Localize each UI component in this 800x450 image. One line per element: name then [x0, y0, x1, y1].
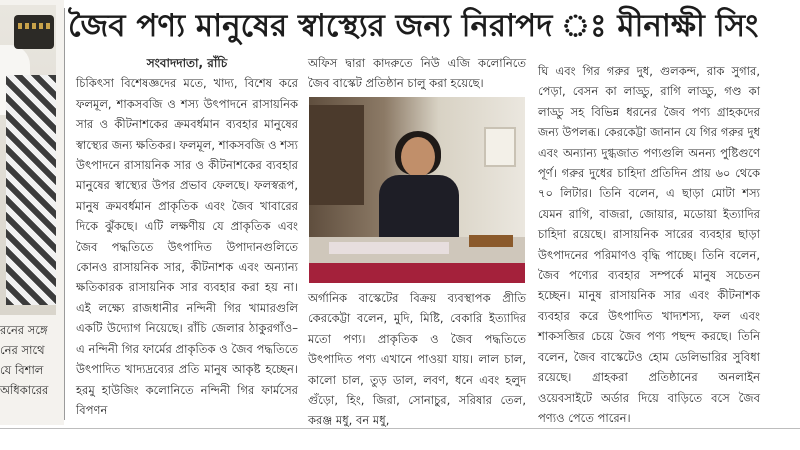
adjacent-line: রনের সঙ্গে	[0, 323, 48, 337]
column-3-text: ঘি এবং গির গরুর দুধ, গুলকন্দ, রাক সুগার, পেড়া, বেসন কা লাড্ডু, রাগি লাড্ডু, গণ্ড কা লাড্ডু সহ বিভিন্ন ধরনের জৈব পণ্য গ্রাহকদের জন্য উপলব্ধ। কেরকেট্টা জানান যে গির গরুর দুধ এবং অন্যান্য দুগ্ধজাত পণ্যগুলি অনন্য পুষ্টিগুণে পূর্ণ। গরুর দুধের চাহিদা প্রতিদিন প্রায় ৬০ থেকে ৭০ লিটার। তিনি বলেন, এ ছাড়া মোটা শস্য যেমন রাগি, বাজরা, জোয়ার, মডোয়া ইত্যাদির চাহিদা রয়েছে। রাসায়নিক সারের ব্যবহার ছাড়া উৎপাদনের পরিমাণও বৃদ্ধি পাচ্ছে। তিনি বলেন, জৈব পণ্যের ব্যবহার সম্পর্কে মানুষ সচেতন হচ্ছেন। মানুষ রাসায়নিক সার এবং কীটনাশক ব্যবহার করে উৎপাদিত খাদ্যশস্য, ফল এবং শাকসব্জির চেয়ে জৈব পণ্য পছন্দ করছে। তিনি বলেন, জৈব বাস্কেটেও হোম ডেলিভারির সুবিধা রয়েছে। গ্রাহকরা প্রতিষ্ঠানের অনলাইন ওয়েবসাইটে অর্ডার দিয়ে বাড়িতে বসে জৈব পণ্যও পেতে পারেন।	[538, 64, 760, 425]
adjacent-line: যে বিশাল	[0, 363, 44, 377]
photo-person-head	[401, 137, 435, 177]
column-2-top-text: অফিস দ্বারা কাদরুতে নিউ এজি কলোনিতে জৈব বাস্কেট প্রতিষ্ঠান চালু করা হয়েছে।	[308, 56, 526, 91]
photo-cloth-shape	[6, 75, 56, 305]
photo-wall-frame	[484, 127, 516, 167]
article-column-3	[538, 61, 760, 425]
photo-hat-shape	[14, 15, 54, 49]
page-bottom-rule	[0, 428, 800, 429]
adjacent-article-photo	[0, 5, 56, 315]
article-column-2-bottom	[308, 288, 526, 428]
photo-desk-edge	[309, 263, 525, 283]
adjacent-article-clip	[0, 0, 64, 425]
column-1-text: চিকিৎসা বিশেষজ্ঞদের মতে, খাদ্য, বিশেষ করে ফলমূল, শাকসবজি ও শস্য উৎপাদনে রাসায়নিক সার ও কীটনাশকের ক্রমবর্ধমান ব্যবহার মানুষের স্বাস্থ্যের জন্য ক্ষতিকর। ফলমূল, শাকসবজি ও শস্য উৎপাদনে রাসায়নিক সার ও কীটনাশকের ব্যবহার মানুষের স্বাস্থ্যের উপর প্রভাব ফেলছে। ফলস্বরূপ, মানুষ ক্রমবর্ধমান প্রাকৃতিক এবং জৈব খাবারের দিকে ঝুঁকছে। এটি লক্ষণীয় যে প্রাকৃতিক এবং জৈব পদ্ধতিতে উৎপাদিত উপাদানগুলিতে কোনও রাসায়নিক সার, কীটনাশক এবং অন্যান্য ক্ষতিকারক রাসায়নিক সার ব্যবহার করা হয় না। এই লক্ষ্যে রাজধানীর নন্দিনী গির খামারগুলি একটি উদ্যোগ নিয়েছে। রাঁচি জেলার ঠাকুরগাঁও–এ নন্দিনী গির ফার্মের প্রাকৃতিক ও জৈব পদ্ধতিতে উৎপাদিত খাদ্যদ্রব্যের প্রতি মানুষ আকৃষ্ট হচ্ছেন। হরমু হাউজিং কলোনিতে নন্দিনী গির ফার্মসের বিপণন	[76, 76, 298, 417]
column-divider	[64, 8, 65, 420]
adjacent-article-text	[0, 320, 62, 400]
photo-shelf	[309, 105, 364, 205]
article-column-1	[76, 53, 298, 417]
article-column-2-top	[308, 53, 526, 95]
column-2-bottom-text: অর্গানিক বাস্কেটের বিক্রয় ব্যবস্থাপক প্রীতি কেরকেট্টা বলেন, মুদি, মিষ্টি, বেকারি ইত্যাদির মতো পণ্য। প্রাকৃতিক ও জৈব পদ্ধতিতে উৎপাদিত পণ্য এখানে পাওয়া যায়। লাল চাল, কালো চাল, তুড় ডাল, লবণ, ধনে এবং হলুদ গুঁড়ো, হিং, জিরা, সোনাচুর, সরিষার তেল, করঞ্জ মধু, বন মধু,	[308, 291, 526, 428]
photo-papers	[329, 242, 449, 254]
photo-person-body	[379, 175, 459, 245]
adjacent-line: নের সাথে	[0, 343, 45, 357]
photo-nameplate	[469, 235, 513, 247]
byline: সংবাদদাতা, রাঁচি	[146, 56, 228, 70]
article-photo	[309, 97, 525, 283]
article-headline: জৈব পণ্য মানুষের স্বাস্থ্যের জন্য নিরাপদ ঃ মীনাক্ষী সিং	[68, 8, 759, 44]
adjacent-line: অধিকারের	[0, 383, 49, 397]
